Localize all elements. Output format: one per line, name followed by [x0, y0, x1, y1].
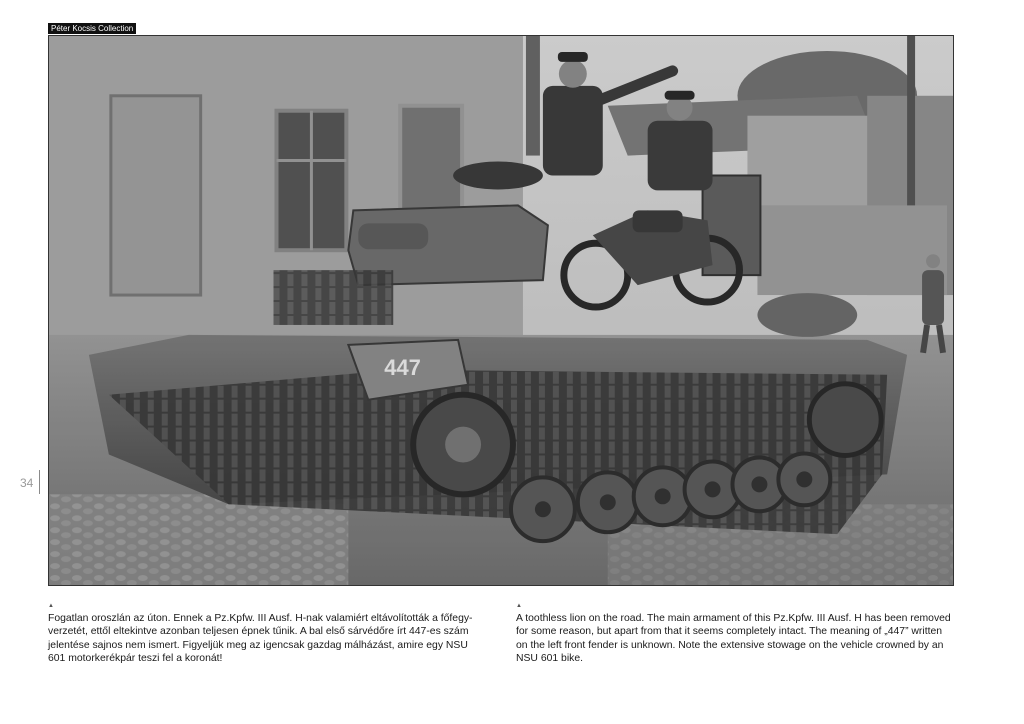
page-number: 34: [20, 476, 34, 490]
caption-english-text: A toothless lion on the road. The main armament of this Pz.Kpfw. III Ausf. H has been removed for some reason, but apart from that it seems completely intact. The meaning of „447” written on the left front fender is unknown. Note the extensive stowage on the vehicle crowned by an NSU 601 bike.: [516, 613, 951, 664]
caption-marker-icon: ▲: [516, 603, 522, 609]
collection-label: Péter Kocsis Collection: [48, 23, 136, 34]
fender-number: 447: [384, 354, 421, 380]
caption-english: [516, 602, 956, 665]
caption-marker-icon: ▲: [48, 603, 54, 609]
caption-hungarian-text: Fogatlan oroszlán az úton. Ennek a Pz.Kpfw. III Ausf. H-nak valamiért eltávolították a főfegy-verzetét, ettől eltekintve azonban teljesen épnek tűnik. A bal első sárvédőre írt 447-es szám jelentése sajnos nem ismert. Figyeljük meg az igencsak gazdag málházást, amire egy NSU 601 motorkerékpár teszi fel a koronát!: [48, 613, 473, 664]
caption-hungarian: [48, 602, 488, 665]
tank-photograph: [48, 35, 954, 586]
page-number-rule: [39, 470, 40, 494]
tank-photo-illustration: [49, 36, 953, 585]
